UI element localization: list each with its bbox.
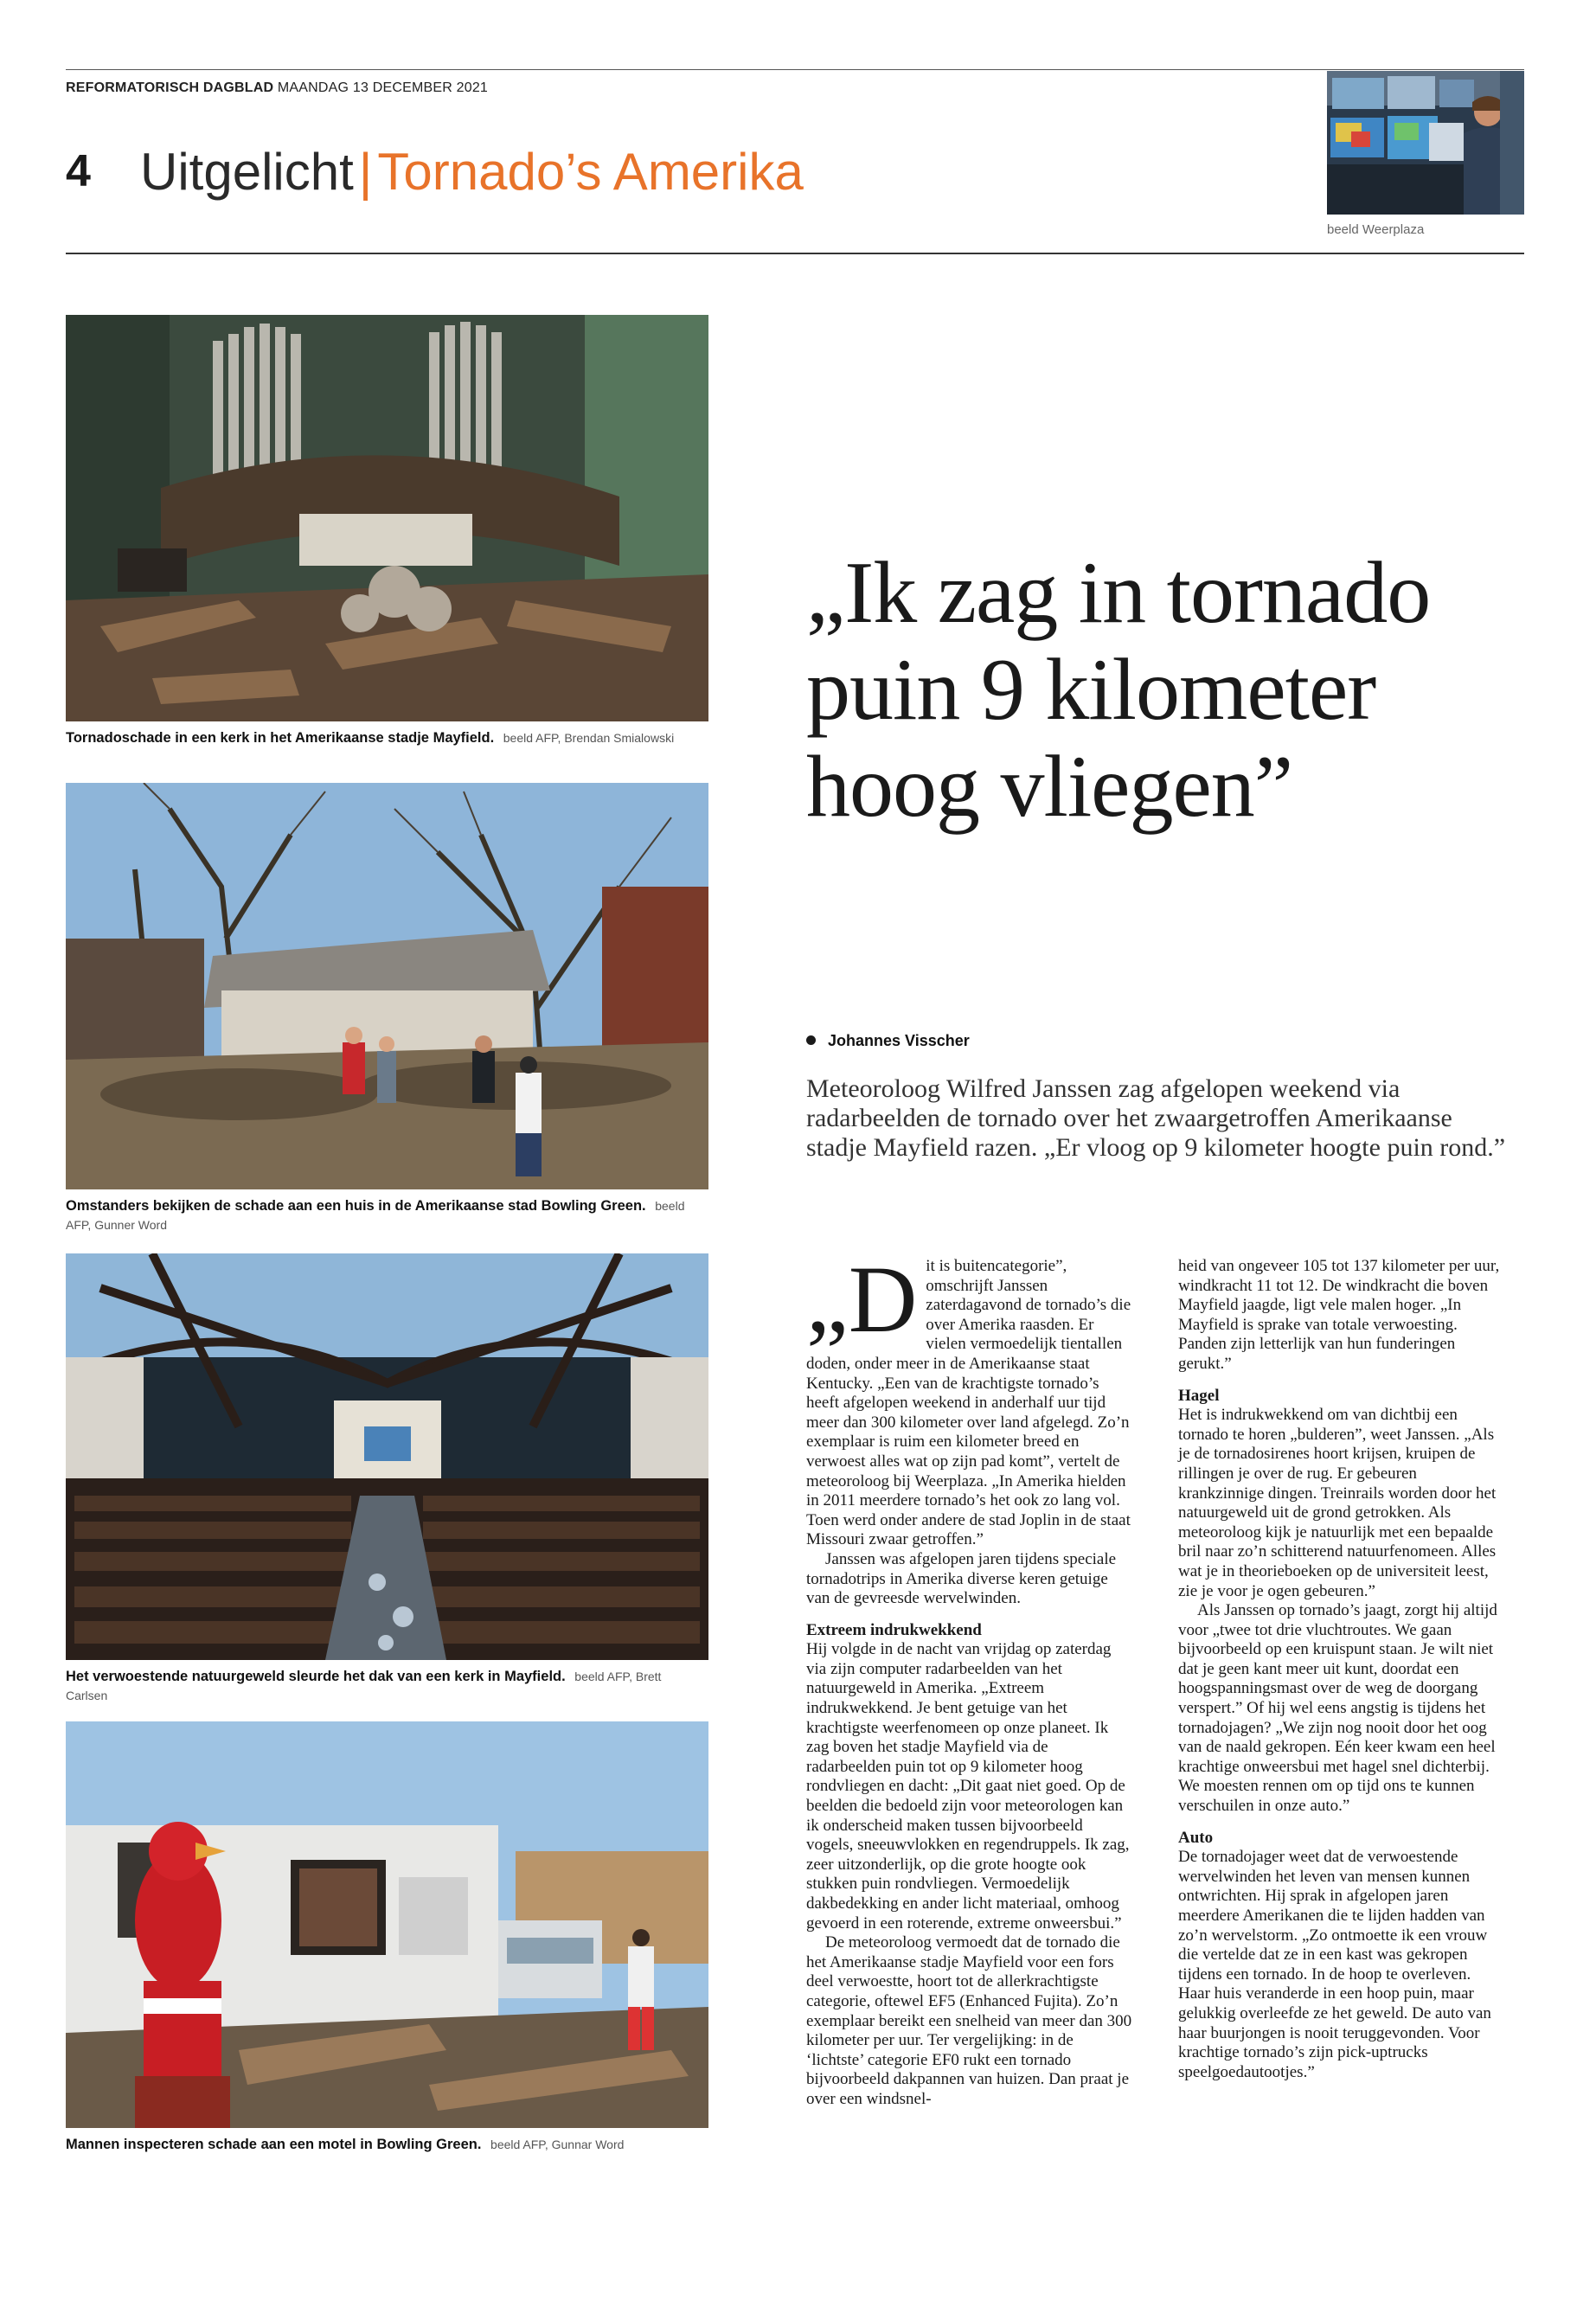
caption-text: Omstanders bekijken de schade aan een huis in de Amerikaanse stad Bowling Green. — [66, 1198, 646, 1214]
author-name: Johannes Visscher — [828, 1032, 970, 1049]
subheading: Hagel — [1178, 1386, 1220, 1405]
caption-text: Het verwoestende natuurgeweld sleurde het dak van een kerk in Mayfield. — [66, 1669, 566, 1684]
church-damage-photo — [66, 315, 708, 721]
section-separator: | — [358, 143, 373, 201]
caption-text: Tornadoschade in een kerk in het Amerikaanse stadje Mayfield. — [66, 730, 495, 746]
article-intro: Meteoroloog Wilfred Janssen zag afgelopen weekend via radarbeelden de tornado over het zwaargetroffen Amerikaanse stadje Mayfield razen. „Er vloog op 9 kilometer hoogte puin rond.” — [806, 1074, 1506, 1162]
roofless-church-photo — [66, 1253, 708, 1660]
header-rule — [66, 253, 1524, 254]
article-headline: „Ik zag in tornado puin 9 kilometer hoog vliegen” — [806, 544, 1431, 836]
section-name: Uitgelicht — [140, 143, 354, 201]
paragraph: it is buitencategorie”, omschrijft Janssen zaterdagavond de tornado’s die over Amerika raasden. Er vielen vermoedelijk tientallen doden, onder meer in de Amerikaanse staat Kentucky. „Een van de krachtigste tornado’s heeft afgelopen weekend in anderhalf uur tijd meer dan 300 kilometer over land afgelegd. Zo’n exemplaar is ruim een kilometer breed en verwoest alles wat op zijn pad komt”, vertelt de meteoroloog bij Weerplaza. „In Amerika hielden in 2011 meerdere tornado’s het ook zo lang vol. Toen werd onder andere de stad Joplin in de staat Missouri zwaar getroffen.” — [806, 1257, 1131, 1549]
paragraph: Het is indrukwekkend om van dichtbij een tornado te horen „bulderen”, weet Janssen. „Als je de tornadosirenes hoort krijsen, kruipen de rillingen je over de rug. Er gebeuren krankzinnige dingen. Treinrails worden door het natuurgeweld uit de grond getrokken. Als meteoroloog kijk je natuurlijk met een bepaalde bril naar zo’n schitterend natuurfenomeen. Alles wat je in theorieboeken op de universiteit leest, zie je voor je ogen gebeuren.” — [1178, 1406, 1497, 1600]
subheading: Extreem indrukwekkend — [806, 1620, 982, 1639]
paragraph: Als Janssen op tornado’s jaagt, zorgt hij altijd voor „twee tot drie vluchtroutes. We gaan bijvoorbeeld op een kruispunt staan. Je wilt niet dat je geen kant meer uit kunt, doordat een hoogspanningsmast over de weg de doorgang verspert.” Of hij wel eens angstig is tijdens het tornadojagen? „We zijn nog nooit door het oog van de naald gekropen. Eén keer kwam een heel krachtige onweersbui met hagel snel dichterbij. We moesten rennen om op tijd ons te kunnen verschuilen in onze auto.” — [1178, 1601, 1497, 1816]
byline-bullet — [806, 1035, 816, 1045]
section-topic: Tornado’s Amerika — [377, 143, 804, 201]
motel-damage-photo — [66, 1721, 708, 2128]
thumbnail-credit: beeld Weerplaza — [1327, 222, 1425, 237]
paragraph: De meteoroloog vermoedt dat de tornado die het Amerikaanse stadje Mayfield voor een fors deel verwoestte, hoort tot de allerkrachtigste categorie, oftewel EF5 (Enhanced Fujita). Zo’n exemplaar bereikt een snelheid van meer dan 300 kilometer per uur. Ter vergelijking: in de ‘lichtste’ categorie EF0 rukt een tornado bijvoorbeeld dakpannen van huizen. Dan praat je over een windsnel- — [806, 1933, 1132, 2108]
column-2-body — [1178, 1257, 1505, 2082]
caption-credit: beeld AFP, Brett Carlsen — [66, 1670, 662, 1702]
weather-room-photo — [1327, 71, 1524, 215]
drop-cap: „D — [806, 1247, 918, 1352]
article-column-1 — [806, 1247, 1133, 2110]
masthead-rule — [66, 69, 1524, 70]
byline — [806, 1032, 970, 1050]
page-number: 4 — [66, 146, 91, 196]
column-1-body — [806, 1247, 1133, 2110]
paper-name: REFORMATORISCH DAGBLAD — [66, 80, 274, 95]
caption-text: Mannen inspecteren schade aan een motel in Bowling Green. — [66, 2137, 482, 2152]
photo-caption-2 — [66, 1196, 706, 1234]
caption-credit: beeld AFP, Gunner Word — [66, 1199, 685, 1232]
article-column-2 — [1178, 1257, 1505, 2082]
photo-caption-3 — [66, 1667, 706, 1705]
paragraph: De tornadojager weet dat de verwoestende wervelwinden het leven van mensen kunnen ontwrichten. Hij sprak in afgelopen jaren meerdere Amerikanen die te lijden hadden van zo’n wervelstorm. „Zo ontmoette ik een vrouw die vertelde dat ze in een kast was gekropen tijdens een tornado. In de hoop te overleven. Haar huis veranderde in een hoop puin, maar gelukkig overleefde ze het geweld. De auto van haar buurjongen is nooit teruggevonden. Voor krachtige tornado’s zijn pick-uptrucks speelgoedautootjes.” — [1178, 1848, 1491, 2081]
section-title — [140, 142, 804, 202]
paragraph: Hij volgde in de nacht van vrijdag op zaterdag via zijn computer radarbeelden van het natuurgeweld in Amerika. „Extreem indrukwekkend. Je bent getuige van het krachtigste weerfenomeen op onze planeet. Ik zag boven het stadje Mayfield via de radarbeelden puin tot op 9 kilometer hoog rondvliegen en dacht: „Dit gaat niet goed. Op de beelden die bedoeld zijn voor meteorologen kan ik onderscheid maken tussen bijvoorbeeld vogels, sneeuwvlokken en regendruppels. Ik zag, zeer uitzonderlijk, op die grote hoogte ook stukken puin rondvliegen. Vermoedelijk dakbedekking en ander licht materiaal, omhoog gevoerd in een roterende, extreme onweersbui.” — [806, 1640, 1130, 1932]
photo-caption-4 — [66, 2135, 706, 2154]
paragraph: heid van ongeveer 105 tot 137 kilometer per uur, windkracht 11 tot 12. De windkracht die boven Mayfield jaagde, ligt vele malen hoger. „In Mayfield is sprake van totale verwoesting. Panden zijn letterlijk van hun funderingen gerukt.” — [1178, 1257, 1500, 1373]
issue-date: MAANDAG 13 DECEMBER 2021 — [277, 80, 489, 95]
caption-credit: beeld AFP, Brendan Smialowski — [503, 731, 675, 745]
photo-caption-1 — [66, 728, 706, 747]
house-damage-photo — [66, 783, 708, 1189]
subheading: Auto — [1178, 1828, 1214, 1847]
caption-credit: beeld AFP, Gunnar Word — [490, 2138, 625, 2151]
masthead — [66, 80, 488, 96]
paragraph: Janssen was afgelopen jaren tijdens speciale tornadotrips in Amerika diverse keren getuige van de gevreesde wervelwinden. — [806, 1549, 1117, 1608]
